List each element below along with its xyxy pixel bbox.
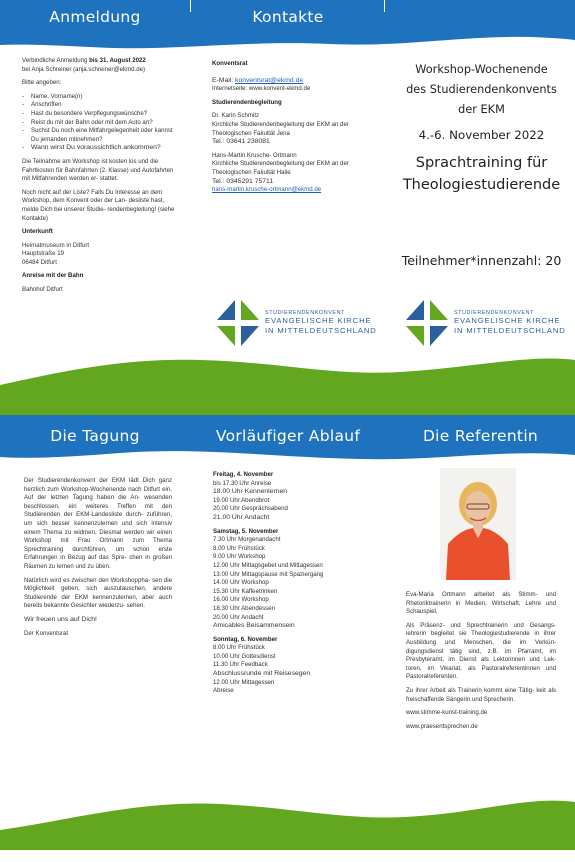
schedule-item: 14.00 Uhr Workshop <box>213 579 269 587</box>
title-line: des Studierendenkonvents <box>406 83 557 96</box>
column-separator <box>190 0 191 12</box>
list-item: - Suchst Du noch eine Mitfahrgelegenheit oder kannst Du jemanden mitnehmen? <box>22 127 182 144</box>
schedule-item: Abschlussrunde mit Reisesegen <box>213 670 311 678</box>
portrait-image <box>440 468 516 580</box>
ask-label: Bitte angeben: <box>22 79 62 87</box>
schedule-item: 11.30 Uhr Feedback <box>213 661 268 669</box>
subtitle: Theologiestudierende <box>402 177 561 193</box>
schedule-item: 21.00 Uhr Andacht <box>213 513 270 521</box>
person2-org: Kirchliche Studierendenbegleitung der EKM an der Theologischen Fakultät Halle <box>212 160 349 176</box>
required-info-list <box>22 93 182 153</box>
logo-line: IN MITTELDEUTSCHLAND <box>454 326 566 335</box>
schedule-item: 7.30 Uhr Morgenandacht <box>213 536 281 544</box>
schedule-item: Abreise <box>213 687 234 695</box>
deadline: bis 31. August 2022 <box>89 57 146 64</box>
schedule-item: 18.30 Uhr Abendessen <box>213 604 275 612</box>
day-title: Sonntag, 6. November <box>213 635 278 643</box>
referentin-heading: Die Referentin <box>422 427 539 445</box>
flyer-inside <box>0 415 575 862</box>
event-date: 4.-6. November 2022 <box>418 128 545 142</box>
bahn-value: Bahnhof Ditfurt <box>22 286 63 294</box>
costs-text: Die Teilnahme am Workshop ist kosten los und die Fahrtkosten für Bahnfahrten (2. Klasse) und Autofahrten mit Mitfahrenden werden er- stattet. <box>22 157 174 183</box>
konvent-logo <box>406 300 566 346</box>
list-note: Noch nicht auf der Liste? Falls Du Interesse an dem Workshop, dem Konvent oder der Lan- desliste hast, melde Dich bei unserer Studie- rendenbegleitung! (siehe Kontakte) <box>22 188 175 222</box>
referentin-paragraph: Zu ihrer Arbeit als Trainerin kommt eine Tätig- keit als freischaffende Sängerin und Sprecherin. <box>406 686 556 703</box>
title-line: Workshop-Wochenende <box>415 63 548 76</box>
cross-logo-icon <box>217 300 259 346</box>
tagung-paragraph: Natürlich wird es zwischen den Workshoppha- sen die Möglichkeit geben, sich auszutauschen, andere Studierende der EKM kennenzulernen, aber auch bereits bekannte Gesichter wiederzu- sehen. <box>24 576 172 610</box>
konvent-logo <box>217 300 377 346</box>
schedule-item: 8.00 Uhr Frühstück <box>213 544 265 552</box>
referentin-paragraph: Eva-Maria Ortmann arbeitet als Stimm- und Rhetoriktrainerin in Medien, Wirtschaft, Lehre und Schauspiel. <box>406 591 556 616</box>
title-line: der EKM <box>458 103 505 116</box>
logo-text <box>265 310 377 336</box>
referentin-photo <box>440 468 516 580</box>
email-prefix: E-Mail: <box>212 76 236 84</box>
kontakte-heading: Kontakte <box>252 8 324 26</box>
person2-email-link[interactable]: hans-martin.krusche-ortmann@ekmd.de <box>212 186 322 194</box>
list-item: - Reist du mit der Bahn oder mit dem Auto an? <box>22 119 182 128</box>
intro-prefix: Verbindliche Anmeldung <box>22 57 90 64</box>
schedule-item: 10.00 Uhr Gottesdienst <box>213 652 276 660</box>
title-block <box>388 60 575 196</box>
list-item: - Anschriften <box>22 101 182 110</box>
list-item: - Wann wirst Du voraussichtlich ankommen? <box>22 144 182 153</box>
anmeldung-text <box>22 57 182 300</box>
email-link[interactable]: konventsrat@ekmd.de <box>235 76 304 84</box>
bottom-green-wave <box>0 790 575 862</box>
begleitung-label: Studierendenbegleitung <box>212 98 282 106</box>
kontakte-text <box>212 60 374 195</box>
logo-small-text: STUDIERENDENKONVENT <box>454 310 534 316</box>
schedule-item: 13.00 Uhr Mittagspause mit Spaziergang <box>213 570 324 578</box>
tagung-paragraph: Der Studierendenkonvent der EKM lädt Dich ganz herzlich zum Workshop-Wochenende nach Ditfurt ein. Auf der letzten Tagung haben die An- wesenden beschlossen, ein weiteres Treffen mit den Studierenden der EKM-Landesliste durch- zuführen, um sich besser kennenzulernen und sich intensiv einem Thema zu widmen. Diesmal werden wir einen Workshop mit Frau Ortmann zum Thema Sprechtraining durchführen, um schon erste Erfahrungen in Bezug auf das Spre- chen in großen Räumen zu lernen und zu üben. <box>24 477 172 570</box>
schedule-item: 12.00 Uhr Mittagessen <box>213 678 275 686</box>
day-title: Freitag, 4. November <box>213 471 274 478</box>
ablauf-schedule <box>213 471 378 701</box>
subtitle: Sprachtraining für <box>415 155 548 171</box>
bahn-label: Anreise mit der Bahn <box>22 272 84 280</box>
logo-line: EVANGELISCHE KIRCHE <box>454 316 561 325</box>
list-item: - Hast du besondere Verpflegungswünsche? <box>22 110 182 119</box>
ablauf-heading: Vorläufiger Ablauf <box>215 427 361 445</box>
person1-org: Kirchliche Studierendenbegleitung der EKM an der Theologischen Fakultät Jena <box>212 120 349 137</box>
website-link[interactable]: www.praesentsprechen.de <box>406 722 478 730</box>
website-text: Internetseite: www.konvent-ekmd.de <box>212 85 311 93</box>
flyer-outside <box>0 0 575 415</box>
schedule-item: 20.00 Uhr Andacht <box>213 613 264 621</box>
schedule-item: 20.00 Uhr Gesprächsabend <box>213 505 288 513</box>
address-line: 06484 Ditfurt <box>22 258 57 266</box>
schedule-item: 19.00 Uhr Abendbrot <box>213 496 270 504</box>
unterkunft-label: Unterkunft <box>22 228 53 236</box>
schedule-item: 16.00 Uhr Workshop <box>213 596 269 604</box>
schedule-item: Amicables Beisammensein <box>213 622 295 630</box>
referentin-paragraph: Als Präsenz- und Sprechtrainerin und Gesangs- lehrerin begleitet sie Theologiestudierende in ihrer Ausbildung und Menschen, die im Verkün- digungsdienst tätig sind, z.B. im Pfarramt, im Presbyteramt, im Dienst als Lektorinnen und Lek- toren, im Vikariat, als Pastoralreferentinnen und Pastoralreferenten. <box>406 621 556 681</box>
person2-tel: Tel.: 0345291 75711 <box>212 177 274 185</box>
tagung-paragraph: Wir freuen uns auf Dich! <box>24 615 97 623</box>
day-title: Samstag, 5. November <box>213 527 279 535</box>
person1-name: Dr. Karin Schmitz <box>212 112 260 120</box>
contact-line: bei Anja Schreiner (anja.schreiner@ekmd.de) <box>22 65 146 73</box>
address-line: Hauptstraße 19 <box>22 250 65 258</box>
column-separator <box>384 0 385 12</box>
logo-line: IN MITTELDEUTSCHLAND <box>265 326 377 335</box>
schedule-item: 15.30 Uhr Kaffeetrinken <box>213 587 278 595</box>
tagung-heading: Die Tagung <box>50 427 140 445</box>
tagung-signature: Der Konventsrat <box>24 629 69 637</box>
schedule-item: bis 17.30 Uhr Anreise <box>213 479 272 487</box>
anmeldung-heading: Anmeldung <box>49 8 141 26</box>
schedule-item: 18.00 Uhr Kennenlernen <box>213 488 288 496</box>
logo-text <box>454 310 566 336</box>
schedule-item: 8.00 Uhr Frühstück <box>213 644 265 652</box>
website-link[interactable]: www.stimme-kunst-training.de <box>406 709 488 717</box>
person1-tel: Tel.: 03641 238081 <box>212 138 270 146</box>
referentin-text <box>406 591 556 736</box>
cross-logo-icon <box>406 300 448 346</box>
address-line: Heimatmuseum in Ditfurt <box>22 241 90 249</box>
tagung-text <box>24 477 172 643</box>
person2-name: Hans-Martin Krusche- Ortmann <box>212 151 297 159</box>
konventsrat-label: Konventsrat <box>212 60 248 67</box>
logo-line: EVANGELISCHE KIRCHE <box>265 316 372 325</box>
schedule-item: 12.00 Uhr Mittagsgebet und Mittagessen <box>213 561 323 569</box>
list-item: - Name, Vorname(n) <box>22 93 182 102</box>
schedule-item: 9.00 Uhr Workshop <box>213 553 266 561</box>
participants-count: Teilnehmer*innenzahl: 20 <box>401 253 562 268</box>
top-green-wave <box>0 350 575 415</box>
logo-small-text: STUDIERENDENKONVENT <box>265 310 345 316</box>
